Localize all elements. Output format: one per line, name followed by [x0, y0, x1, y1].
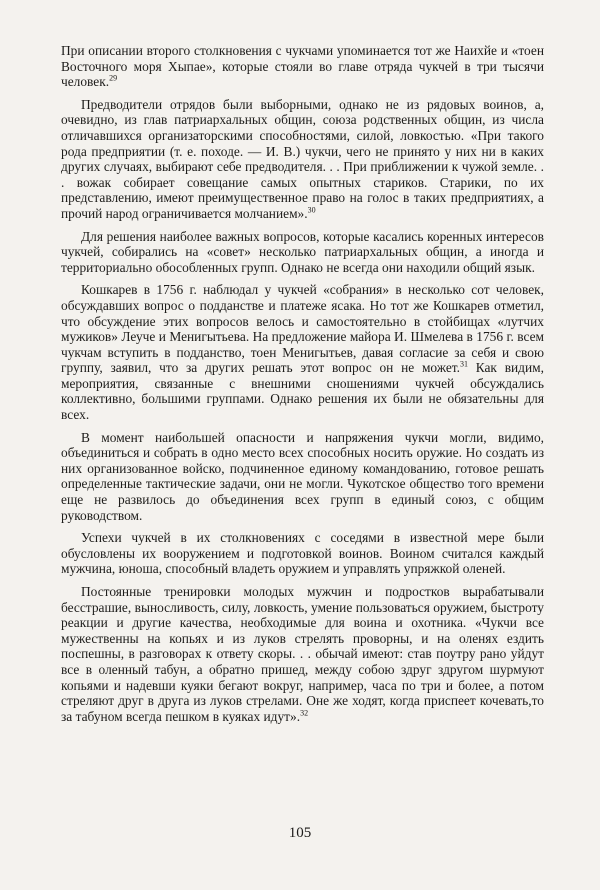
paragraph-6 [61, 530, 544, 577]
footnote-ref-32: 32 [300, 708, 309, 718]
paragraph-5 [61, 430, 544, 524]
paragraph-4-text-before: Кошкарев в 1756 г. наблюдал у чукчей «собрания» в несколько сот человек, обсуждавших вопрос о подданстве и платеже ясака. Но тот же Кошкарев отметил, что обсуждение этих вопросов велось и самостоятельно в стойбищах «лутчих мужиков» Леуче и Менигытьева. На предложение майора И. Шмелева в 1756 г. всем чукчам вступить в подданство, тоен Менигытьев, давая согласие за себя и свою группу, заявил, что за других решать этот вопрос он не может. [61, 282, 544, 376]
paragraph-7 [61, 584, 544, 724]
page-number: 105 [288, 825, 312, 841]
paragraph-1-text: При описании второго столкновения с чукчами упоминается тот же Наихйе и «тоен Восточного моря Хыпае», которые стояли во главе отряда чукчей в три тысячи человек. [61, 43, 544, 90]
paragraph-2 [61, 97, 544, 222]
paragraph-4-text-after: Как видим, мероприятия, связанные с внешними сношениями чукчей обсуждались коллективно, большими группами. Однако решения их были не обязательны для всех. [61, 360, 544, 423]
footnote-ref-29: 29 [109, 73, 118, 83]
paragraph-5-text: В момент наибольшей опасности и напряжения чукчи могли, видимо, объединиться и собрать в одно место всех способных носить оружие. Но создать из них организованное войско, подчиненное единому командованию, готовое решать определенные тактические задачи, они не могли. Чукотское общество того времени еще не развилось до объединения всех групп в единый союз, с общим руководством. [61, 429, 544, 523]
paragraph-6-text: Успехи чукчей в их столкновениях с соседями в известной мере были обусловлены их вооружением и подготовкой воинов. Воином считался каждый мужчина, юноша, способный владеть оружием и управлять упряжкой оленей. [61, 530, 544, 577]
footnote-ref-31: 31 [459, 359, 468, 369]
paragraph-7-text: Постоянные тренировки молодых мужчин и подростков вырабатывали бесстрашие, выносливость, силу, ловкость, умение пользоваться оружием, быстроту реакции и другие качества, необходимые для воина и охотника. «Чукчи все мужественны на копьях и из луков стрелять проворны, и на оленях ездить поспешны, в разговорах к ответу скоры. . . обычай имеют: став поутру рано уйдут все в оленный табун, а обратно пришед, между собою здруг здругом шурмуют копьями и надевши куяки бегают вокруг, например, часа по три и более, а потом стреляют друг в друга из луков стрелами. Оне же ходят, когда приспеет кочевать,то за табуном всегда пешком в куяках идут». [61, 584, 544, 724]
paragraph-3 [61, 229, 544, 276]
paragraph-2-text: Предводители отрядов были выборными, однако не из рядовых воинов, а, очевидно, из глав патриархальных общин, союза родственных общин, из числа отличавшихся организаторскими способностями, силой, ловкостью. «При такого рода предприятии (т. е. походе. — И. В.) чукчи, чего не принято у них ни в каких других случаях, выбирают себе предводителя. . . При приближении к чужой земле. . . вожак собирает совещание самых опытных стариков. Старики, по их представлению, имеют преимущественное право на голос в таких предприятиях, а прочий народ ограничивается молчанием». [61, 96, 544, 221]
paragraph-1 [61, 43, 544, 90]
paragraph-4 [61, 282, 544, 422]
footnote-ref-30: 30 [307, 205, 316, 215]
paragraph-3-text: Для решения наиболее важных вопросов, которые касались коренных интересов чукчей, собирались на «совет» несколько патриархальных общин, а иногда и территориально обособленных групп. Однако не всегда они находили общий язык. [61, 228, 544, 275]
